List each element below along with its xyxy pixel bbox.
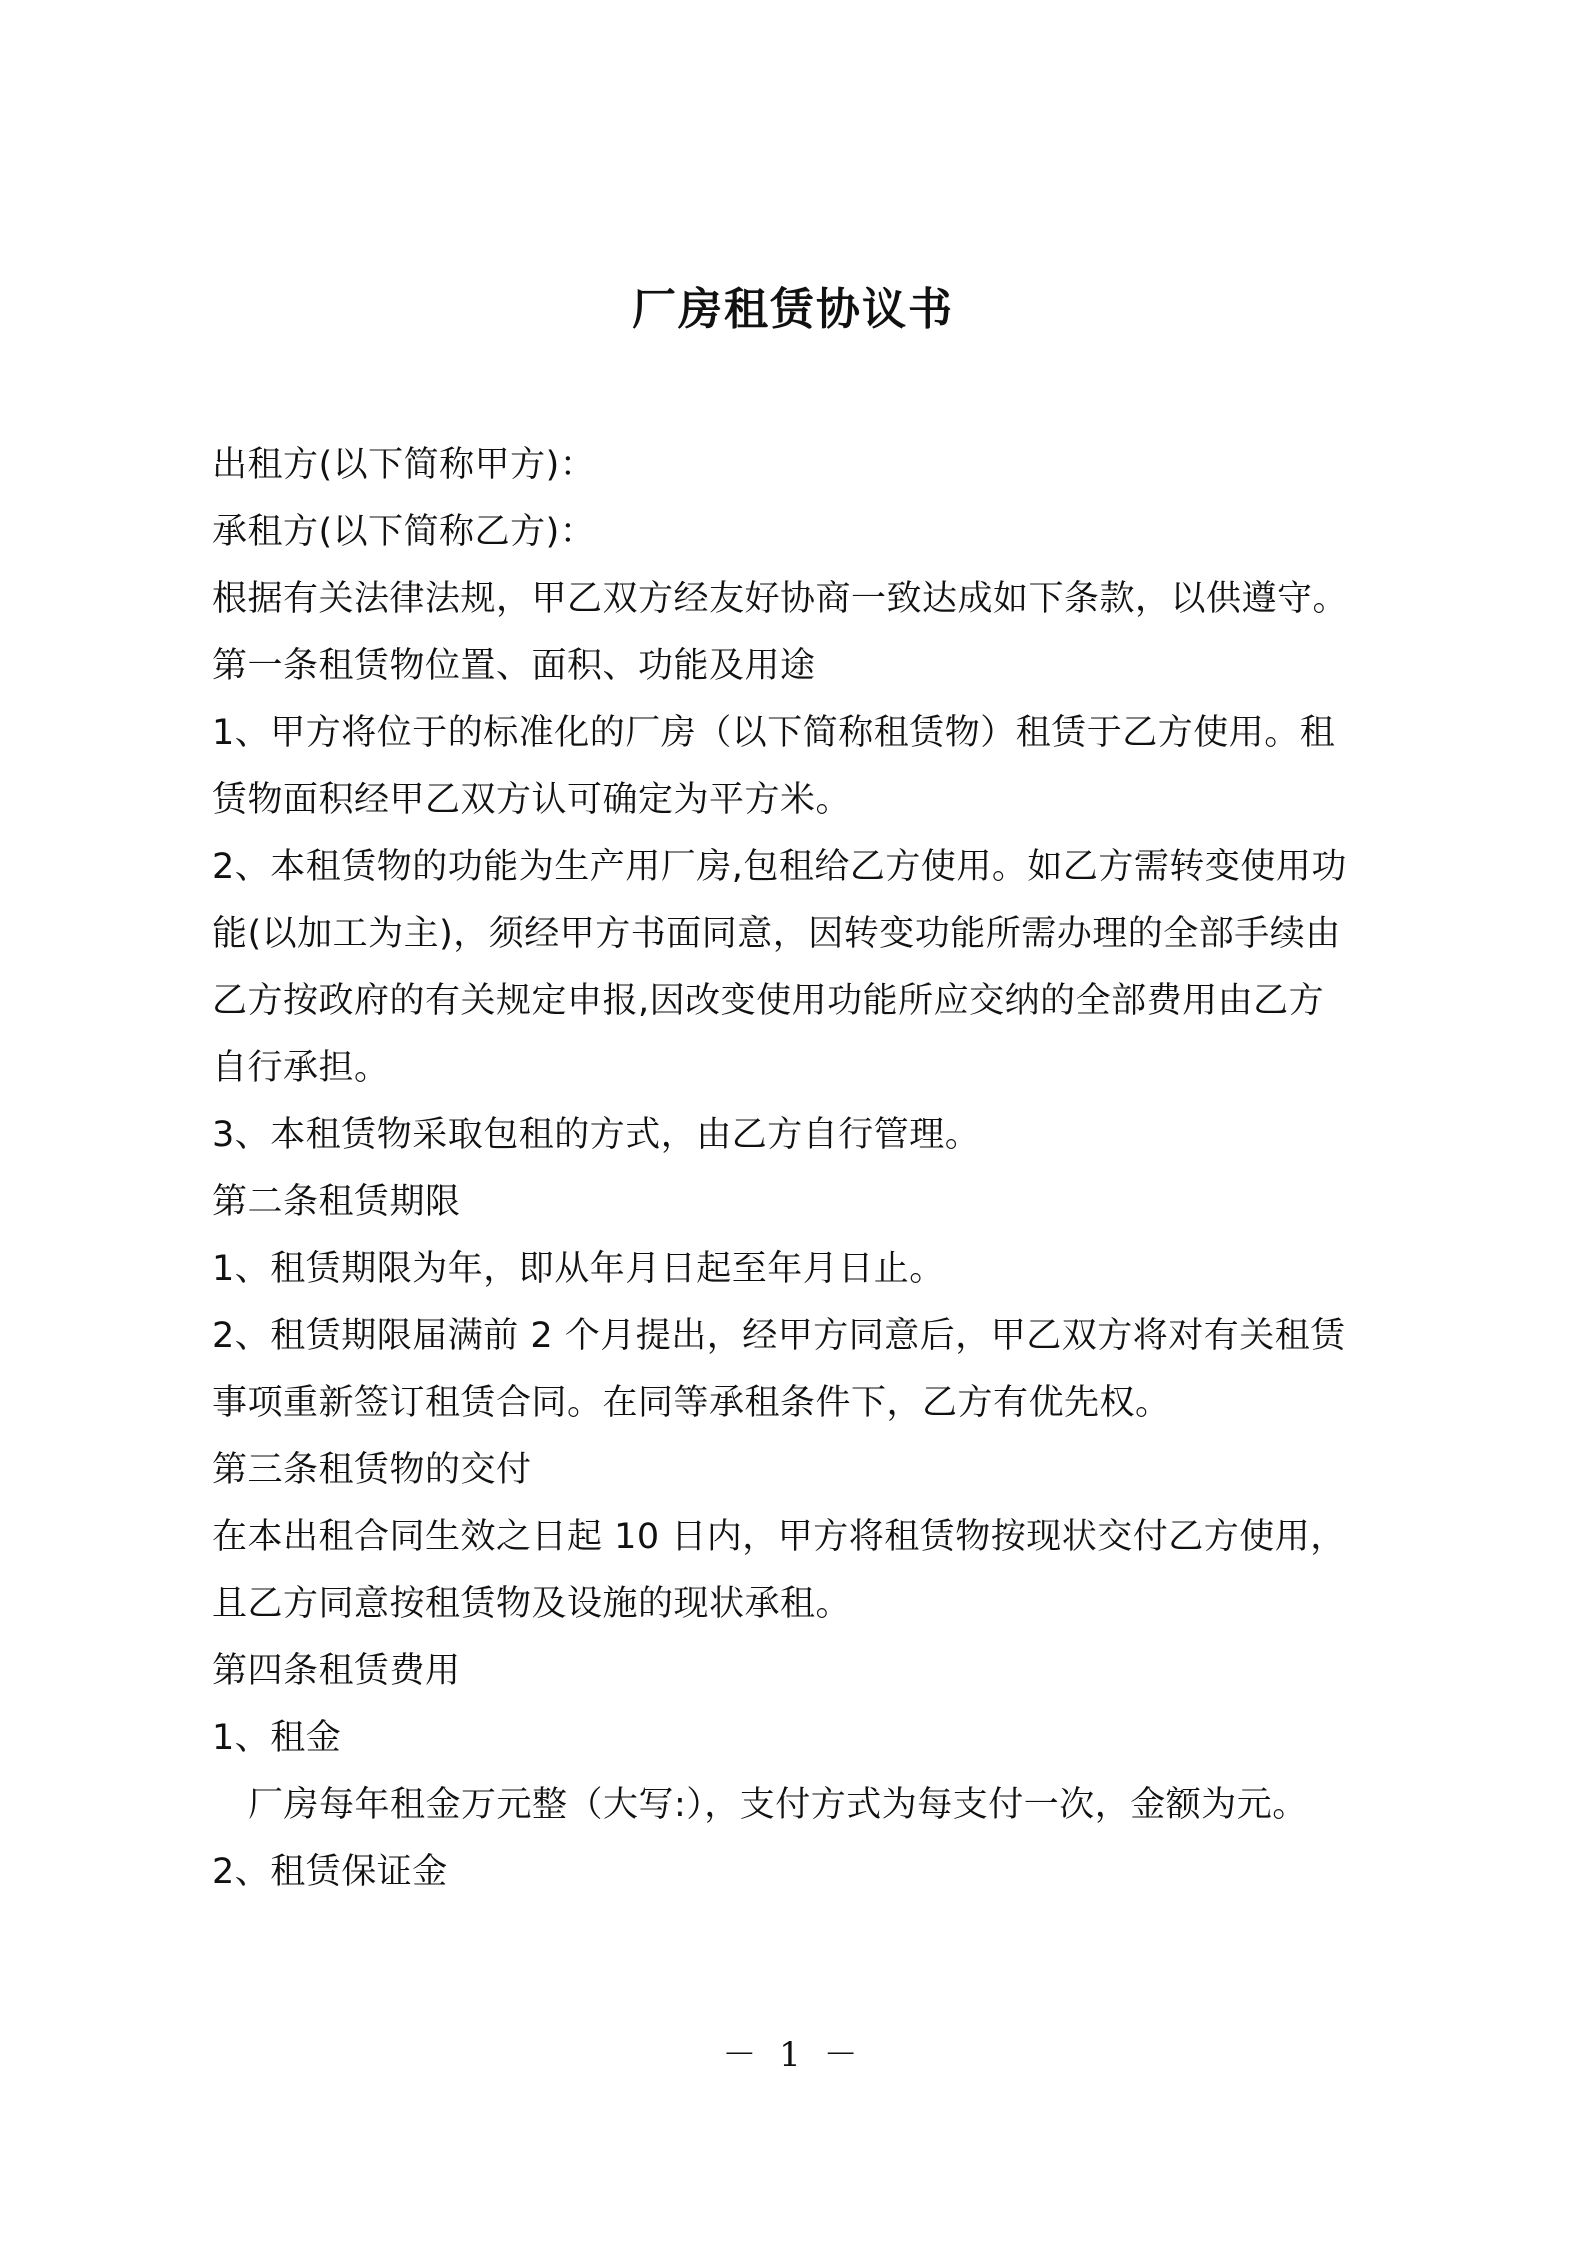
article-4-item-2-heading: 2、租赁保证金 — [212, 1852, 448, 1892]
article-3-text-line-2: 且乙方同意按租赁物及设施的现状承租。 — [212, 1584, 852, 1624]
article-2-item-1: 1、租赁期限为年，即从年月日起至年月日止。 — [212, 1249, 945, 1289]
page-number: － 1 － — [722, 2035, 864, 2075]
document-title: 厂房租赁协议书 — [632, 284, 954, 335]
lessee-line: 承租方(以下简称乙方)： — [212, 512, 596, 552]
article-1-item-1-line-1: 1、甲方将位于的标准化的厂房（以下简称租赁物）租赁于乙方使用。租 — [212, 713, 1336, 753]
article-1-heading: 第一条租赁物位置、面积、功能及用途 — [212, 646, 816, 686]
article-1-item-2-line-1: 2、本租赁物的功能为生产用厂房,包租给乙方使用。如乙方需转变使用功 — [212, 847, 1347, 887]
article-3-text-line-1: 在本出租合同生效之日起 10 日内，甲方将租赁物按现状交付乙方使用， — [212, 1517, 1346, 1557]
document-body — [212, 432, 1412, 1906]
article-3-heading: 第三条租赁物的交付 — [212, 1450, 532, 1490]
article-1-item-1-line-2: 赁物面积经甲乙双方认可确定为平方米。 — [212, 780, 852, 820]
preamble-line: 根据有关法律法规，甲乙双方经友好协商一致达成如下条款，以供遵守。 — [212, 579, 1349, 619]
article-4-item-1-heading: 1、租金 — [212, 1718, 342, 1758]
article-1-item-2-line-2: 能(以加工为主)，须经甲方书面同意，因转变功能所需办理的全部手续由 — [212, 914, 1341, 954]
article-2-item-2-line-2: 事项重新签订租赁合同。在同等承租条件下，乙方有优先权。 — [212, 1383, 1171, 1423]
article-4-heading: 第四条租赁费用 — [212, 1651, 461, 1691]
lessor-line: 出租方(以下简称甲方)： — [212, 445, 596, 485]
article-4-item-1-text: 厂房每年租金万元整（大写:），支付方式为每支付一次，金额为元。 — [248, 1785, 1308, 1825]
article-2-heading: 第二条租赁期限 — [212, 1182, 461, 1222]
article-1-item-2-line-4: 自行承担。 — [212, 1048, 390, 1088]
article-1-item-3: 3、本租赁物采取包租的方式，由乙方自行管理。 — [212, 1115, 981, 1155]
article-1-item-2-line-3: 乙方按政府的有关规定申报,因改变使用功能所应交纳的全部费用由乙方 — [212, 981, 1325, 1021]
article-2-item-2-line-1: 2、租赁期限届满前 2 个月提出，经甲方同意后，甲乙双方将对有关租赁 — [212, 1316, 1346, 1356]
